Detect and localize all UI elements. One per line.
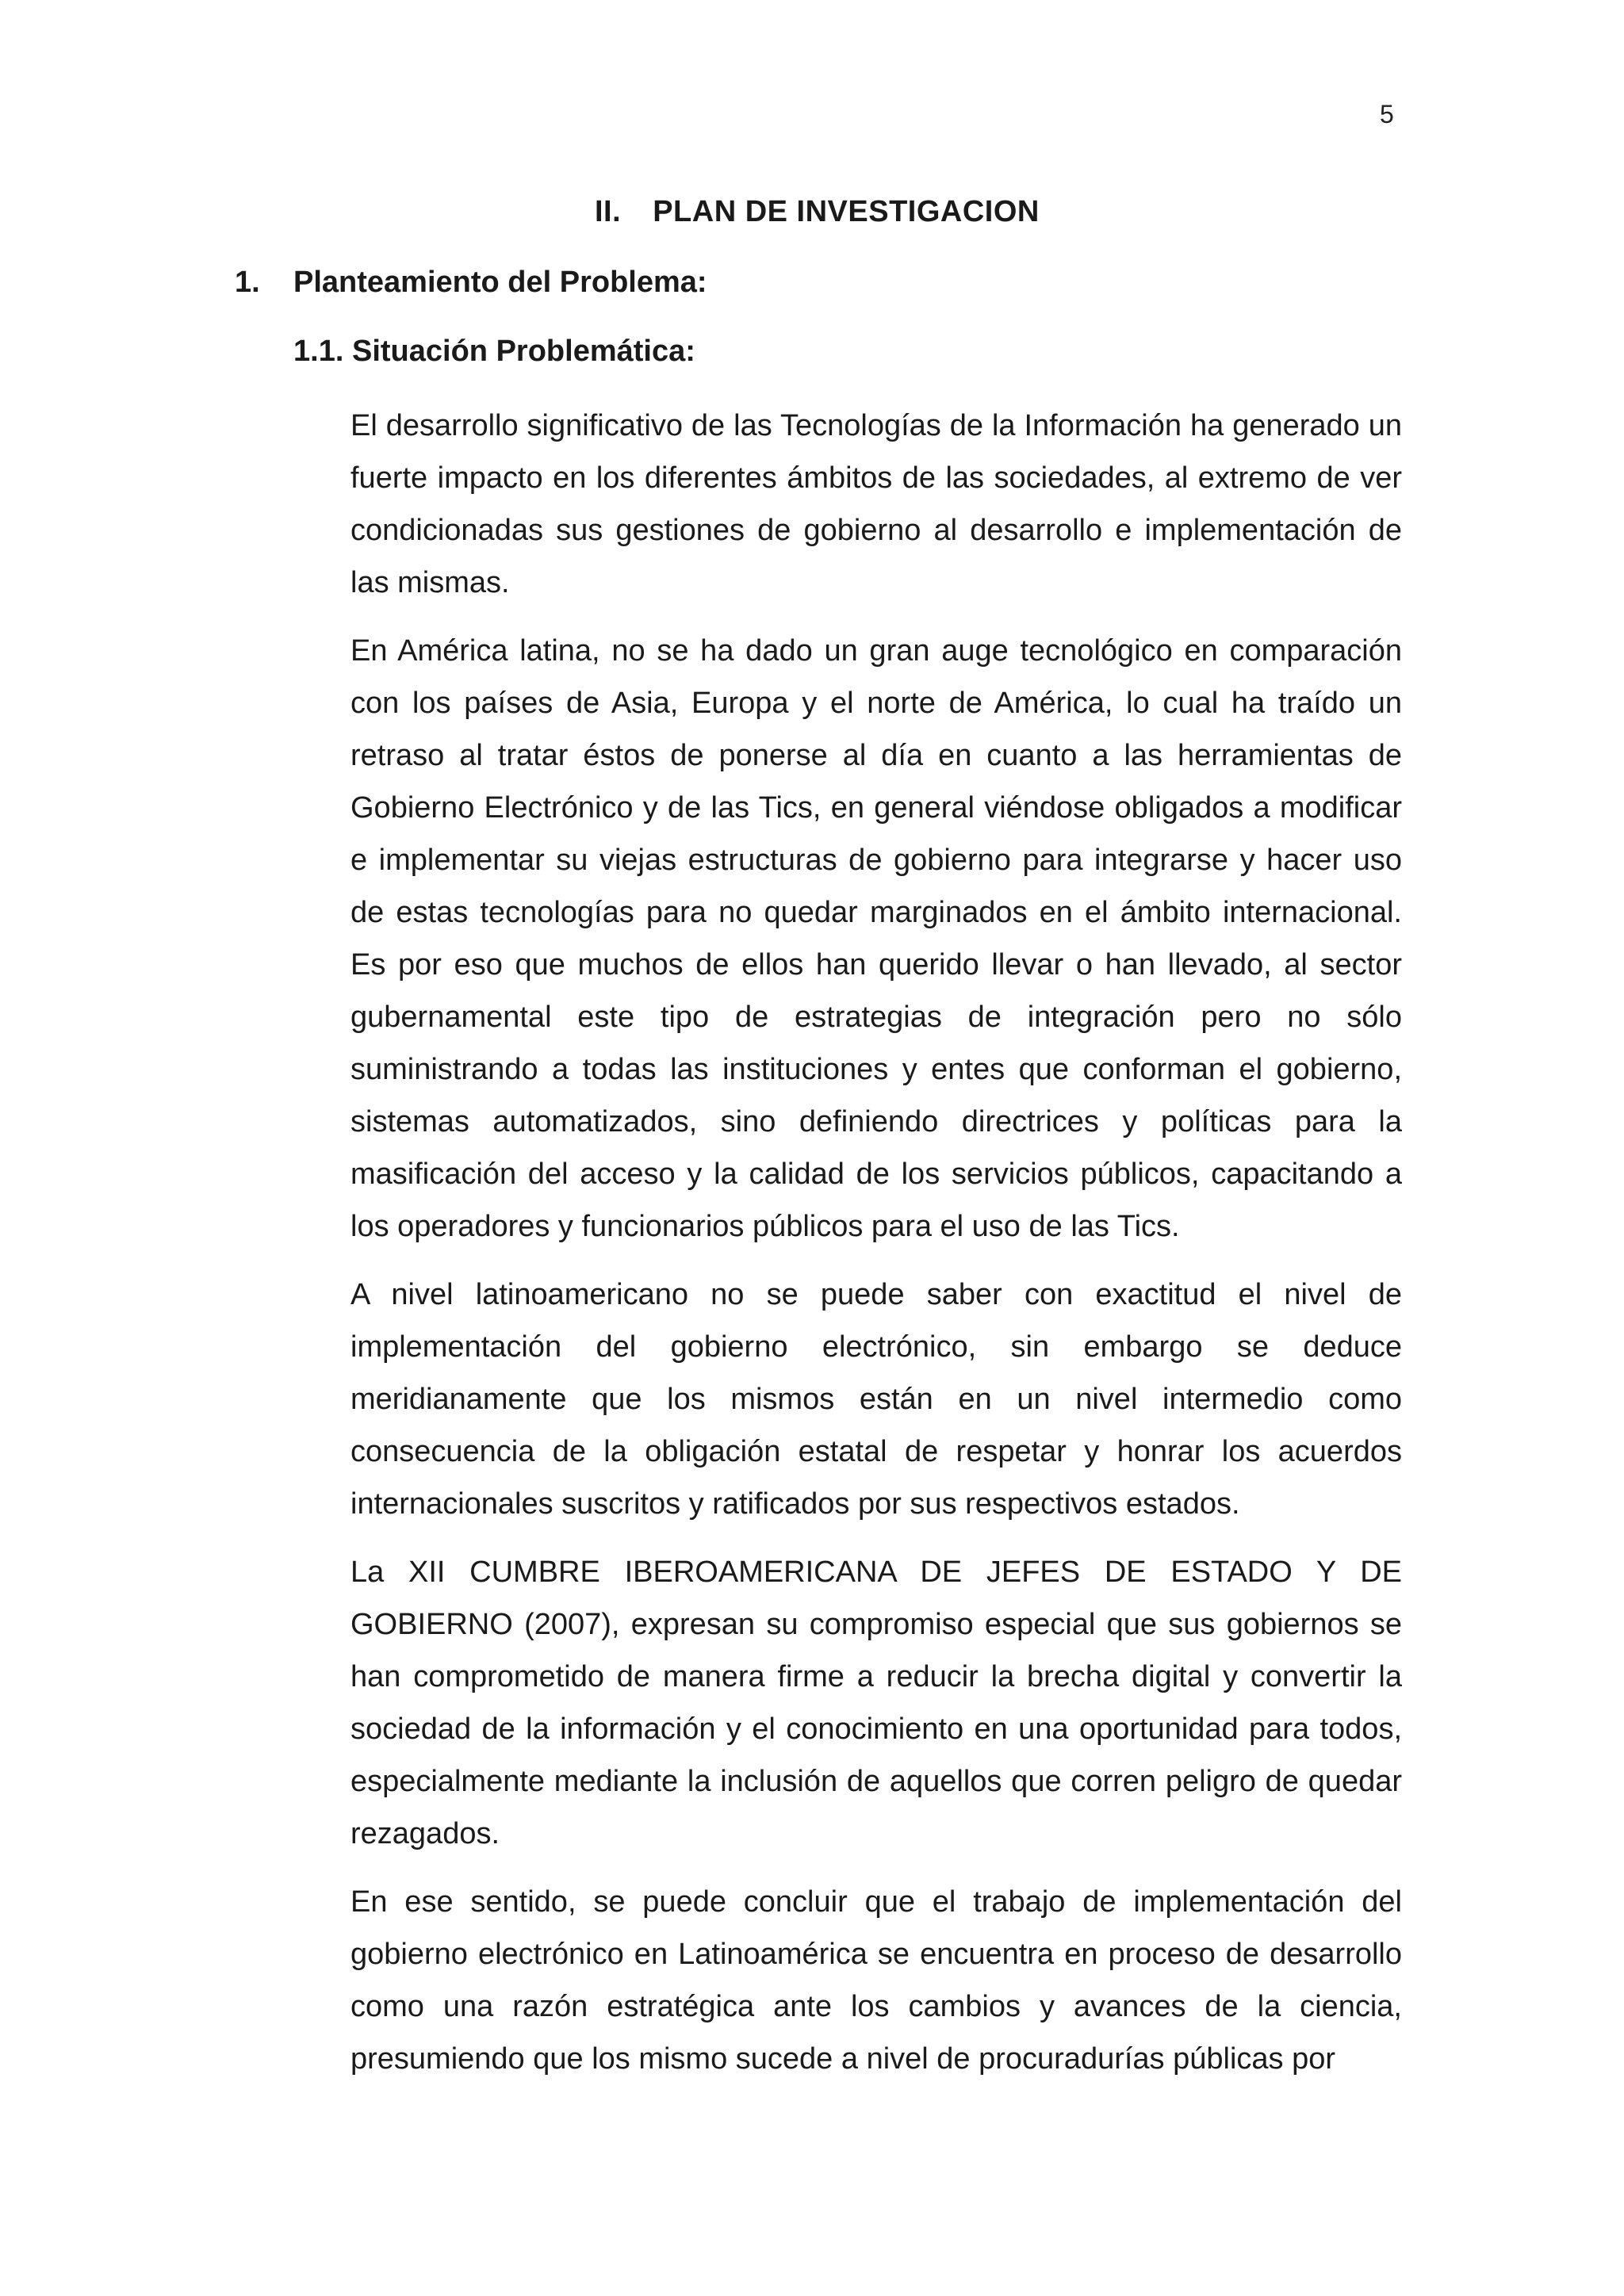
subsection-title: Situación Problemática: bbox=[352, 335, 695, 368]
chapter-numeral: II. bbox=[595, 195, 622, 228]
paragraph: En América latina, no se ha dado un gran auge tecnológico en comparación con los países de Asia, Europa y el norte de América, lo cual ha traído un retraso al tratar éstos de ponerse al día en cuanto a las herramientas de Gobierno Electrónico y de las Tics, en general viéndose obligados a modificar e implementar su viejas estructuras de gobierno para integrarse y hacer uso de estas tecnologías para no quedar marginados en el ámbito internacional. Es por eso que muchos de ellos han querido llevar o han llevado, al sector gubernamental este tipo de estrategias de integración pero no sólo suministrando a todas las instituciones y entes que conforman el gobierno, sistemas automatizados, sino definiendo directrices y políticas para la masificación del acceso y la calidad de los servicios públicos, capacitando a los operadores y funcionarios públicos para el uso de las Tics. bbox=[350, 634, 1402, 1243]
section-number: 1. bbox=[235, 266, 260, 299]
subsection-heading bbox=[293, 335, 695, 369]
subsection-number: 1.1. bbox=[293, 335, 344, 368]
paragraph: A nivel latinoamericano no se puede saber con exactitud el nivel de implementación del gobierno electrónico, sin embargo se deduce meridianamente que los mismos están en un nivel intermedio como consecuencia de la obligación estatal de respetar y honrar los acuerdos internacionales suscritos y ratificados por sus respectivos estados. bbox=[350, 1278, 1402, 1521]
chapter-heading bbox=[595, 195, 1040, 229]
chapter-title: PLAN DE INVESTIGACION bbox=[653, 195, 1040, 228]
section-heading bbox=[235, 266, 707, 300]
paragraph: En ese sentido, se puede concluir que el trabajo de implementación del gobierno electrónico en Latinoamérica se encuentra en proceso de desarrollo como una razón estratégica ante los cambios y avances de la ciencia, presumiendo que los mismo sucede a nivel de procuradurías públicas por bbox=[350, 1885, 1402, 2076]
paragraph: El desarrollo significativo de las Tecnologías de la Información ha generado un fuerte impacto en los diferentes ámbitos de las sociedades, al extremo de ver condicionadas sus gestiones de gobierno al desarrollo e implementación de las mismas. bbox=[350, 409, 1402, 599]
body-text bbox=[350, 400, 1402, 2101]
section-title: Planteamiento del Problema: bbox=[293, 266, 707, 299]
paragraph: La XII CUMBRE IBEROAMERICANA DE JEFES DE ESTADO Y DE GOBIERNO (2007), expresan su compromiso especial que sus gobiernos se han comprometido de manera firme a reducir la brecha digital y convertir la sociedad de la información y el conocimiento en una oportunidad para todos, especialmente mediante la inclusión de aquellos que corren peligro de quedar rezagados. bbox=[350, 1556, 1402, 1850]
page-number: 5 bbox=[1380, 100, 1394, 128]
